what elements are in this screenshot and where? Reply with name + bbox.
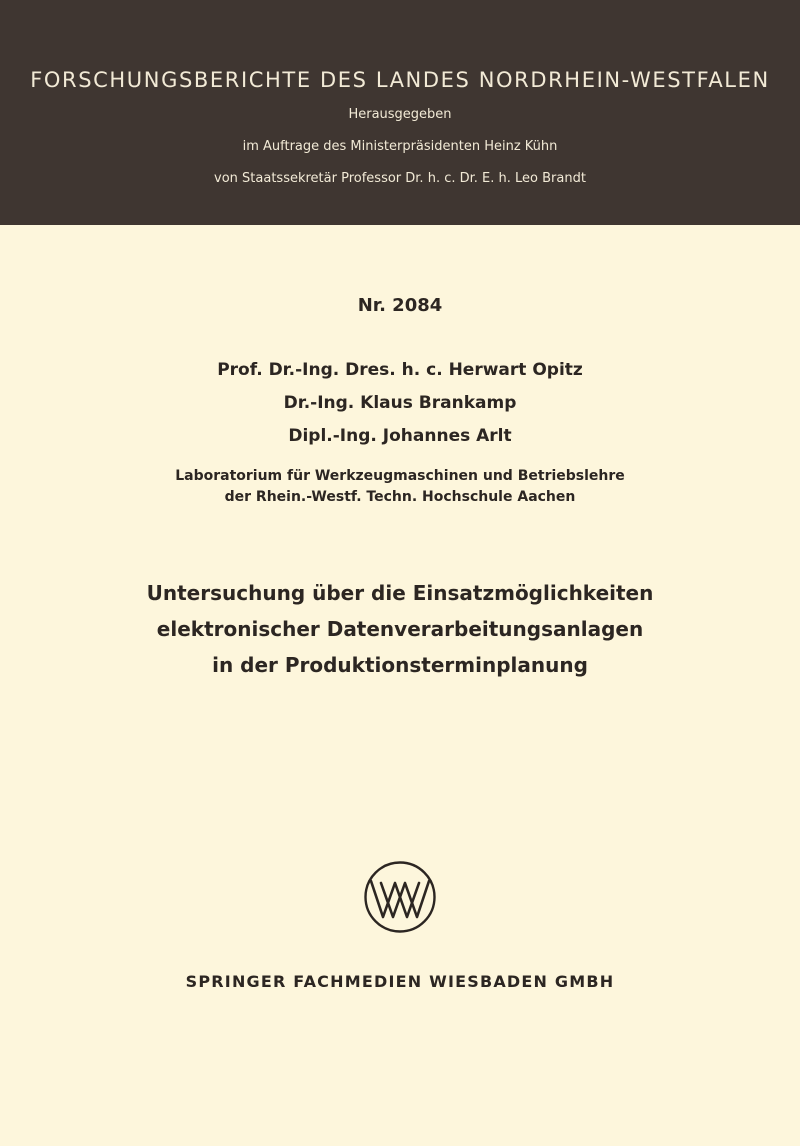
editor-line-1: Herausgegeben — [348, 107, 452, 122]
series-title: FORSCHUNGSBERICHTE DES LANDES NORDRHEIN-WESTFALEN — [30, 68, 770, 92]
series-header-band — [0, 0, 800, 225]
editor-line-3: von Staatssekretär Professor Dr. h. c. Dr. E. h. Leo Brandt — [214, 171, 586, 186]
institute-line-1: Laboratorium für Werkzeugmaschinen und Betriebslehre — [175, 468, 625, 484]
author-2: Dr.-Ing. Klaus Brankamp — [283, 393, 517, 413]
report-number: Nr. 2084 — [357, 295, 443, 316]
author-1: Prof. Dr.-Ing. Dres. h. c. Herwart Opitz — [217, 360, 583, 380]
work-title-line-1: Untersuchung über die Einsatzmöglichkeiten — [146, 581, 654, 605]
editor-line-2: im Auftrage des Ministerpräsidenten Heinz Kühn — [242, 139, 558, 154]
institute-line-2: der Rhein.-Westf. Techn. Hochschule Aachen — [224, 489, 576, 505]
work-title-line-2: elektronischer Datenverarbeitungsanlagen — [156, 617, 644, 641]
publisher-name: SPRINGER FACHMEDIEN WIESBADEN GMBH — [185, 972, 615, 991]
springer-logo-icon — [362, 859, 438, 935]
work-title-line-3: in der Produktionsterminplanung — [212, 653, 588, 677]
author-3: Dipl.-Ing. Johannes Arlt — [288, 426, 512, 446]
